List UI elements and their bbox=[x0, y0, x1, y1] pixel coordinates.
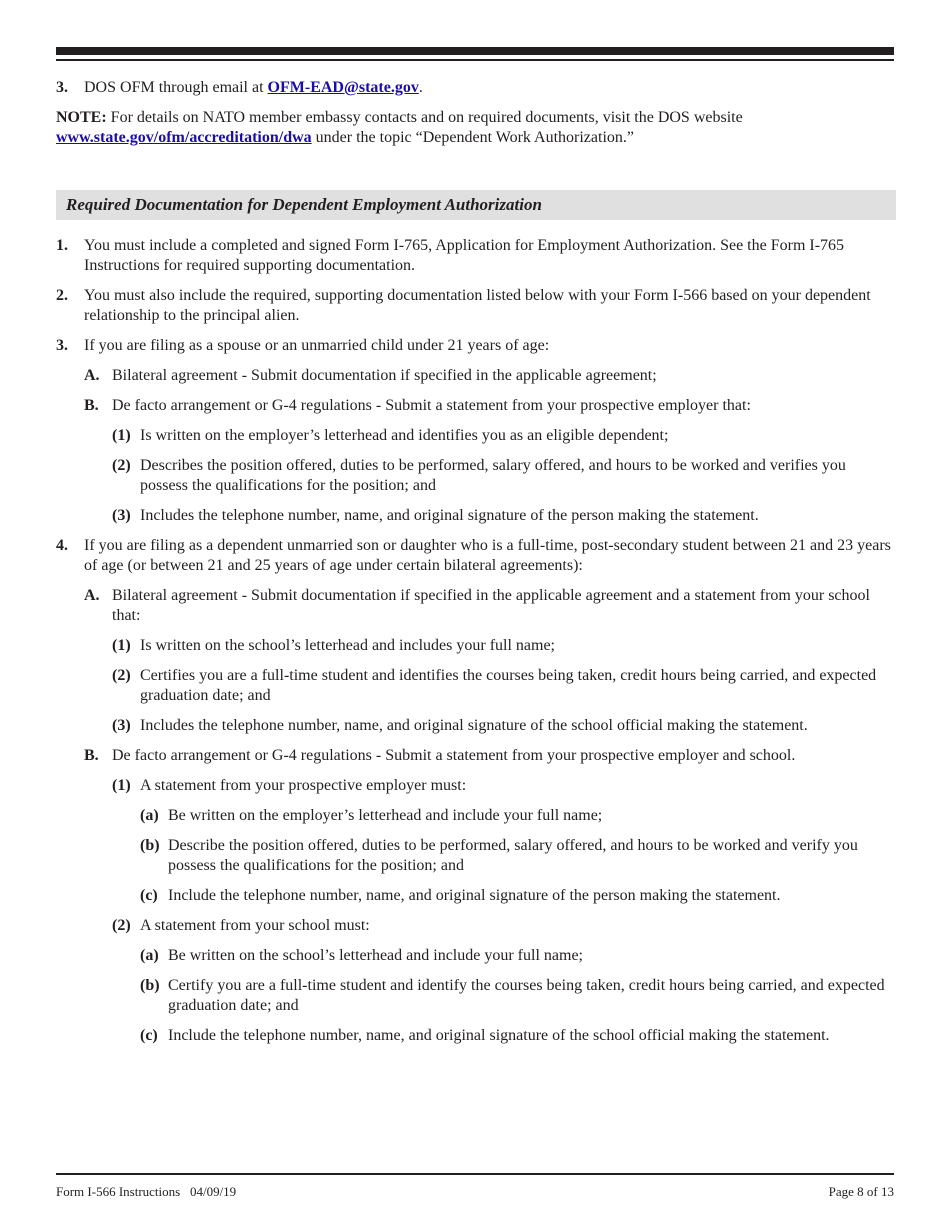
item-number: (b) bbox=[140, 977, 160, 994]
item-text: You must also include the required, supporting documentation listed below with your Form I-566 based on your dependent relationship to the principal alien. bbox=[84, 287, 871, 324]
item-number: A. bbox=[84, 587, 100, 604]
item-text: Includes the telephone number, name, and original signature of the person making the statement. bbox=[140, 507, 759, 524]
list-item bbox=[56, 806, 896, 826]
list-item bbox=[56, 836, 896, 876]
item-number: 3. bbox=[56, 337, 68, 354]
item-text: De facto arrangement or G-4 regulations - Submit a statement from your prospective employer that: bbox=[112, 397, 751, 414]
list-item bbox=[56, 336, 896, 356]
item-text: If you are filing as a spouse or an unmarried child under 21 years of age: bbox=[84, 337, 550, 354]
item-number: (a) bbox=[140, 947, 159, 964]
list-item bbox=[56, 286, 896, 326]
item-text: Be written on the school’s letterhead and include your full name; bbox=[168, 947, 583, 964]
requirements-list bbox=[56, 236, 896, 1046]
note-text-end: under the topic “Dependent Work Authorization.” bbox=[311, 129, 634, 146]
item-number: (c) bbox=[140, 887, 158, 904]
item-text: Describes the position offered, duties to be performed, salary offered, and hours to be worked and verifies you possess the qualifications for the position; and bbox=[140, 457, 846, 494]
dos-website-link[interactable]: www.state.gov/ofm/accreditation/dwa bbox=[56, 129, 312, 146]
item-text: Bilateral agreement - Submit documentation if specified in the applicable agreement and a statement from your school that: bbox=[112, 587, 870, 624]
item-number: (1) bbox=[112, 427, 131, 444]
list-item bbox=[56, 946, 896, 966]
list-item bbox=[56, 456, 896, 496]
item-text: A statement from your school must: bbox=[140, 917, 370, 934]
section-title: Required Documentation for Dependent Employment Authorization bbox=[66, 195, 542, 214]
item-number: 4. bbox=[56, 537, 68, 554]
item-text: If you are filing as a dependent unmarried son or daughter who is a full-time, post-secondary student between 21 and 23 years of age (or between 21 and 25 years of age under certain bilateral agreements): bbox=[84, 537, 891, 574]
item-number: (1) bbox=[112, 777, 131, 794]
item-text: De facto arrangement or G-4 regulations - Submit a statement from your prospective employer and school. bbox=[112, 747, 796, 764]
item-number: 3. bbox=[56, 79, 68, 96]
list-item bbox=[56, 236, 896, 276]
section-header bbox=[56, 190, 896, 220]
item-text: Is written on the school’s letterhead and includes your full name; bbox=[140, 637, 555, 654]
list-item bbox=[56, 396, 896, 416]
list-item bbox=[56, 1026, 896, 1046]
header-rule-thick bbox=[56, 47, 894, 55]
item-number: B. bbox=[84, 747, 99, 764]
item-text: A statement from your prospective employer must: bbox=[140, 777, 467, 794]
list-item bbox=[56, 746, 896, 766]
item-number: (a) bbox=[140, 807, 159, 824]
item-text: Is written on the employer’s letterhead and identifies you as an eligible dependent; bbox=[140, 427, 669, 444]
item-number: (2) bbox=[112, 457, 131, 474]
list-item bbox=[56, 716, 896, 736]
item-number: A. bbox=[84, 367, 100, 384]
item-text: Includes the telephone number, name, and original signature of the school official making the statement. bbox=[140, 717, 808, 734]
item-text: Describe the position offered, duties to be performed, salary offered, and hours to be worked and verify you possess the qualifications for the position; and bbox=[168, 837, 858, 874]
list-item bbox=[56, 976, 896, 1016]
item-number: (2) bbox=[112, 917, 131, 934]
item-text: You must include a completed and signed Form I-765, Application for Employment Authorization. See the Form I-765 Instructions for required supporting documentation. bbox=[84, 237, 845, 274]
list-item bbox=[56, 586, 896, 626]
list-item bbox=[56, 666, 896, 706]
note-text: For details on NATO member embassy contacts and on required documents, visit the DOS website bbox=[106, 109, 743, 126]
item-number: (b) bbox=[140, 837, 160, 854]
item-text: Bilateral agreement - Submit documentation if specified in the applicable agreement; bbox=[112, 367, 657, 384]
page-content bbox=[56, 78, 896, 1056]
item-number: 2. bbox=[56, 287, 68, 304]
item-number: (1) bbox=[112, 637, 131, 654]
item-number: (3) bbox=[112, 507, 131, 524]
item-number: (c) bbox=[140, 1027, 158, 1044]
list-item bbox=[56, 916, 896, 936]
item-text: Certifies you are a full-time student and identifies the courses being taken, credit hours being carried, and expected graduation date; and bbox=[140, 667, 877, 704]
footer-rule bbox=[56, 1173, 894, 1175]
note-label: NOTE: bbox=[56, 109, 107, 126]
item-text: Be written on the employer’s letterhead and include your full name; bbox=[168, 807, 603, 824]
item-number: B. bbox=[84, 397, 99, 414]
header-rule-thin bbox=[56, 59, 894, 61]
list-item bbox=[56, 536, 896, 576]
ofm-email-link[interactable]: OFM-EAD@state.gov bbox=[267, 79, 419, 96]
item-text-end: . bbox=[418, 79, 423, 96]
list-item bbox=[56, 366, 896, 386]
item-number: 1. bbox=[56, 237, 68, 254]
footer-form-id: Form I-566 Instructions 04/09/19 bbox=[56, 1184, 237, 1199]
note-paragraph bbox=[56, 108, 896, 148]
item-text: Include the telephone number, name, and original signature of the school official making the statement. bbox=[168, 1027, 830, 1044]
list-item bbox=[56, 636, 896, 656]
item-text: DOS OFM through email at bbox=[84, 79, 268, 96]
item-number: (3) bbox=[112, 717, 131, 734]
list-item bbox=[56, 506, 896, 526]
item-number: (2) bbox=[112, 667, 131, 684]
list-item bbox=[56, 776, 896, 796]
list-item bbox=[56, 886, 896, 906]
footer-page-number: Page 8 of 13 bbox=[828, 1184, 894, 1199]
item-text: Certify you are a full-time student and identify the courses being taken, credit hours being carried, and expected graduation date; and bbox=[168, 977, 885, 1014]
list-item-ofm-email bbox=[56, 78, 896, 98]
list-item bbox=[56, 426, 896, 446]
item-text: Include the telephone number, name, and original signature of the person making the statement. bbox=[168, 887, 781, 904]
